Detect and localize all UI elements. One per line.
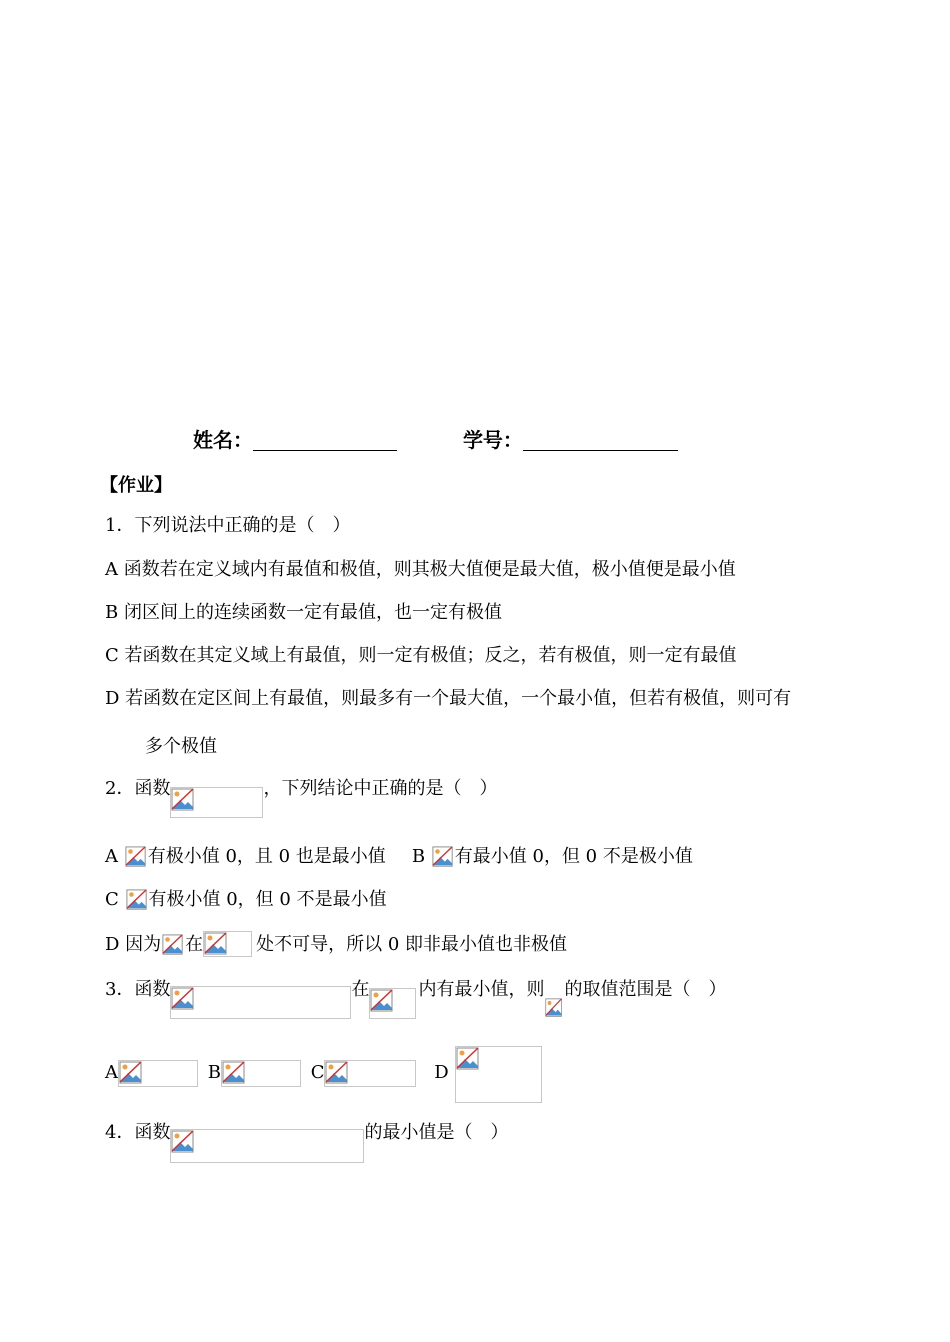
formula-image xyxy=(544,997,564,1019)
formula-image xyxy=(431,845,455,869)
q2-options-ab: A 有极小值 0，且 0 也是最小值 B 有最小值 0，但 0 不是极小值 xyxy=(105,846,693,867)
broken-image-icon xyxy=(171,788,195,812)
formula-image xyxy=(455,1046,542,1103)
name-label: 姓名： xyxy=(193,428,253,452)
student-info xyxy=(193,428,678,452)
broken-image-icon xyxy=(222,1061,246,1085)
homework-title: 【作业】 xyxy=(100,475,172,496)
broken-image-icon xyxy=(119,1061,143,1085)
q1-option-c: C 若函数在其定义域上有最值，则一定有极值；反之，若有极值，则一定有最值 xyxy=(105,645,737,666)
formula-image xyxy=(161,933,185,957)
q2-option-d: D 因为 在 处不可导，所以 0 即非最小值也非极值 xyxy=(105,931,567,957)
formula-image xyxy=(118,1060,198,1087)
formula-image xyxy=(369,988,416,1019)
formula-image xyxy=(125,888,149,912)
broken-image-icon xyxy=(432,846,454,868)
formula-image xyxy=(324,1060,416,1087)
formula-image xyxy=(170,1129,364,1163)
formula-image xyxy=(170,986,351,1019)
q1-option-a: A 函数若在定义域内有最值和极值，则其极大值便是最大值，极小值便是最小值 xyxy=(105,559,736,580)
broken-image-icon xyxy=(125,846,147,868)
q3-options: A B C D xyxy=(105,1046,542,1106)
q1-option-d-cont: 多个极值 xyxy=(145,736,217,757)
q3-stem: 3．函数 在 内有最小值，则 的取值范围是（ ） xyxy=(105,978,726,1020)
broken-image-icon xyxy=(204,932,228,956)
name-blank[interactable] xyxy=(253,430,397,451)
formula-image xyxy=(124,845,148,869)
broken-image-icon xyxy=(162,934,184,956)
broken-image-icon xyxy=(370,989,394,1013)
broken-image-icon xyxy=(171,1130,195,1154)
formula-image xyxy=(221,1060,301,1087)
broken-image-icon xyxy=(545,998,563,1018)
student-id-label: 学号： xyxy=(462,428,523,452)
broken-image-icon xyxy=(171,987,195,1011)
q4-stem: 4．函数 的最小值是（ ） xyxy=(105,1121,508,1163)
q2-stem: 2．函数 ，下列结论中正确的是（ ） xyxy=(105,777,497,817)
q2-option-c: C 有极小值 0，但 0 不是最小值 xyxy=(105,889,387,910)
q1-option-d: D 若函数在定区间上有最值，则最多有一个最大值，一个最小值，但若有极值，则可有 xyxy=(105,688,792,709)
q1-stem: 1．下列说法中正确的是（ ） xyxy=(105,515,351,536)
student-id-blank[interactable] xyxy=(523,430,678,451)
q1-option-b: B 闭区间上的连续函数一定有最值，也一定有极值 xyxy=(105,602,502,623)
formula-image xyxy=(203,931,252,957)
broken-image-icon xyxy=(456,1047,480,1071)
broken-image-icon xyxy=(325,1061,349,1085)
formula-image xyxy=(170,787,263,818)
broken-image-icon xyxy=(126,889,148,911)
